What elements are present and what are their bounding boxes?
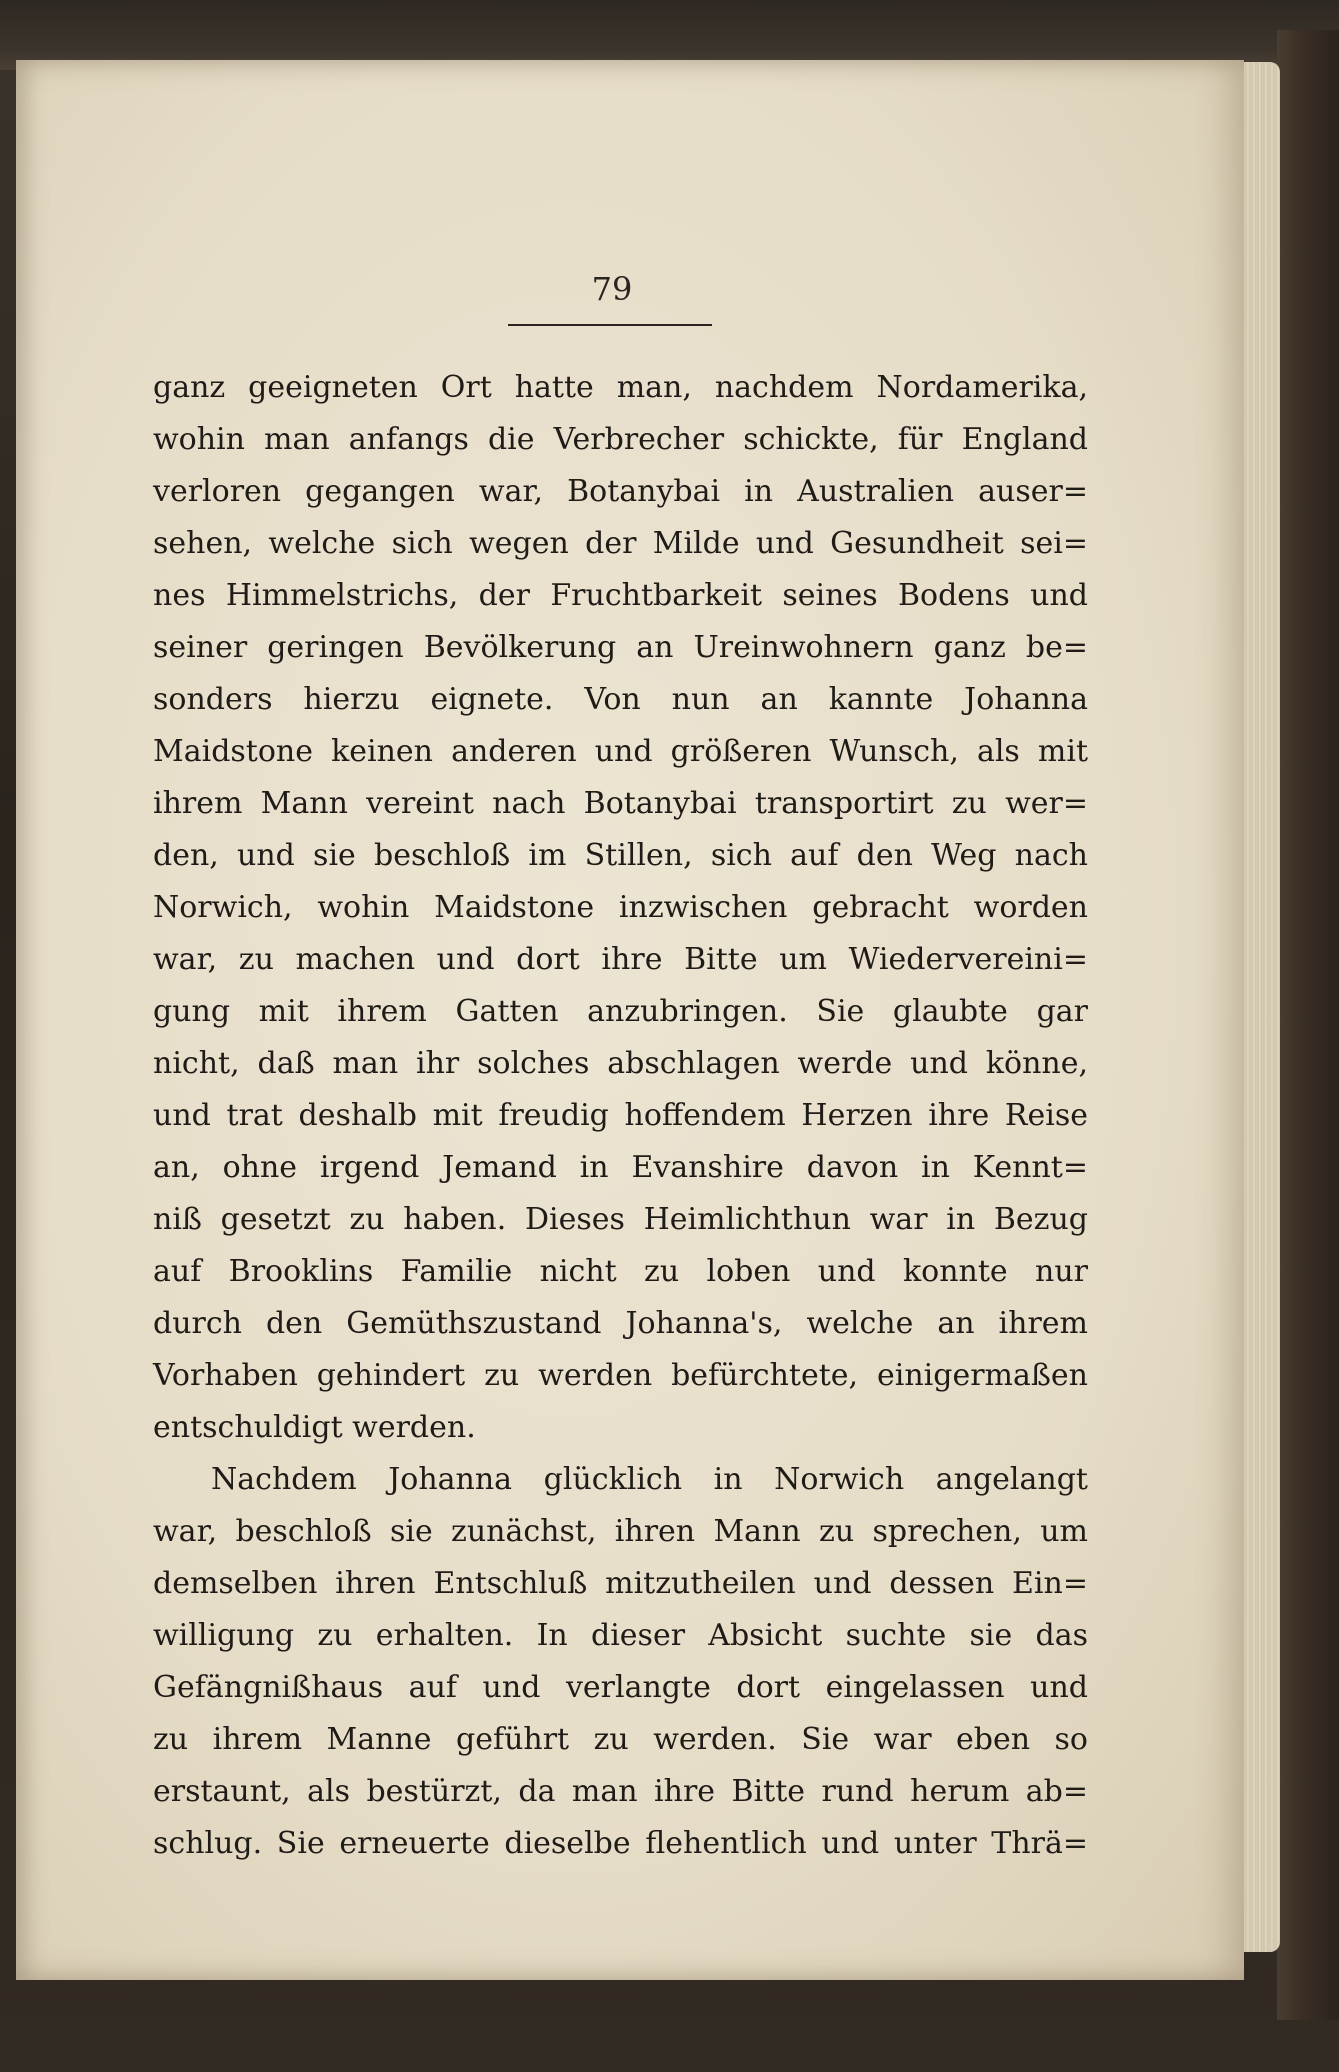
text-line: zu ihrem Manne geführt zu werden. Sie war eben so <box>153 1722 1088 1757</box>
text-line: Norwich, wohin Maidstone inzwischen gebracht worden <box>153 890 1088 925</box>
text-line: seiner geringen Bevölkerung an Ureinwohnern ganz be= <box>153 630 1088 665</box>
text-line: Nachdem Johanna glücklich in Norwich angelangt <box>211 1462 1088 1497</box>
text-line: ihrem Mann vereint nach Botanybai transportirt zu wer= <box>153 786 1088 821</box>
text-line: demselben ihren Entschluß mitzutheilen und dessen Ein= <box>153 1566 1088 1601</box>
text-line: verloren gegangen war, Botanybai in Australien auser= <box>153 474 1088 509</box>
text-line: sehen, welche sich wegen der Milde und Gesundheit sei= <box>153 526 1088 561</box>
text-line: sonders hierzu eignete. Von nun an kannte Johanna <box>153 682 1088 717</box>
text-line: willigung zu erhalten. In dieser Absicht suchte sie das <box>153 1618 1088 1653</box>
book-page <box>16 60 1244 1980</box>
book-cover-right-edge <box>1277 30 1339 2020</box>
text-line: ganz geeigneten Ort hatte man, nachdem Nordamerika, <box>153 370 1088 405</box>
text-line: Vorhaben gehindert zu werden befürchtete, einigermaßen <box>153 1358 1088 1393</box>
text-line: den, und sie beschloß im Stillen, sich auf den Weg nach <box>153 838 1088 873</box>
text-line: wohin man anfangs die Verbrecher schickte, für England <box>153 422 1088 457</box>
text-line: niß gesetzt zu haben. Dieses Heimlichthun war in Bezug <box>153 1202 1088 1237</box>
text-line: auf Brooklins Familie nicht zu loben und konnte nur <box>153 1254 1088 1289</box>
text-line: gung mit ihrem Gatten anzubringen. Sie glaubte gar <box>153 994 1088 1029</box>
text-line: entschuldigt werden. <box>153 1410 476 1445</box>
text-line: war, zu machen und dort ihre Bitte um Wiedervereini= <box>153 942 1088 977</box>
text-line: durch den Gemüthszustand Johanna's, welche an ihrem <box>153 1306 1088 1341</box>
text-line: war, beschloß sie zunächst, ihren Mann zu sprechen, um <box>153 1514 1088 1549</box>
page-stack-edges <box>1238 62 1280 1952</box>
text-line: an, ohne irgend Jemand in Evanshire davon in Kennt= <box>153 1150 1088 1185</box>
page-number-rule <box>508 324 712 326</box>
text-line: Maidstone keinen anderen und größeren Wunsch, als mit <box>153 734 1088 769</box>
body-text <box>153 362 1088 1870</box>
text-line: Gefängnißhaus auf und verlangte dort eingelassen und <box>153 1670 1088 1705</box>
page-number: 79 <box>591 270 633 308</box>
text-line: nes Himmelstrichs, der Fruchtbarkeit seines Bodens und <box>153 578 1088 613</box>
text-line: schlug. Sie erneuerte dieselbe flehentlich und unter Thrä= <box>153 1826 1088 1861</box>
text-line: erstaunt, als bestürzt, da man ihre Bitte rund herum ab= <box>153 1774 1088 1809</box>
text-line: und trat deshalb mit freudig hoffendem Herzen ihre Reise <box>153 1098 1088 1133</box>
text-line: nicht, daß man ihr solches abschlagen werde und könne, <box>153 1046 1088 1081</box>
